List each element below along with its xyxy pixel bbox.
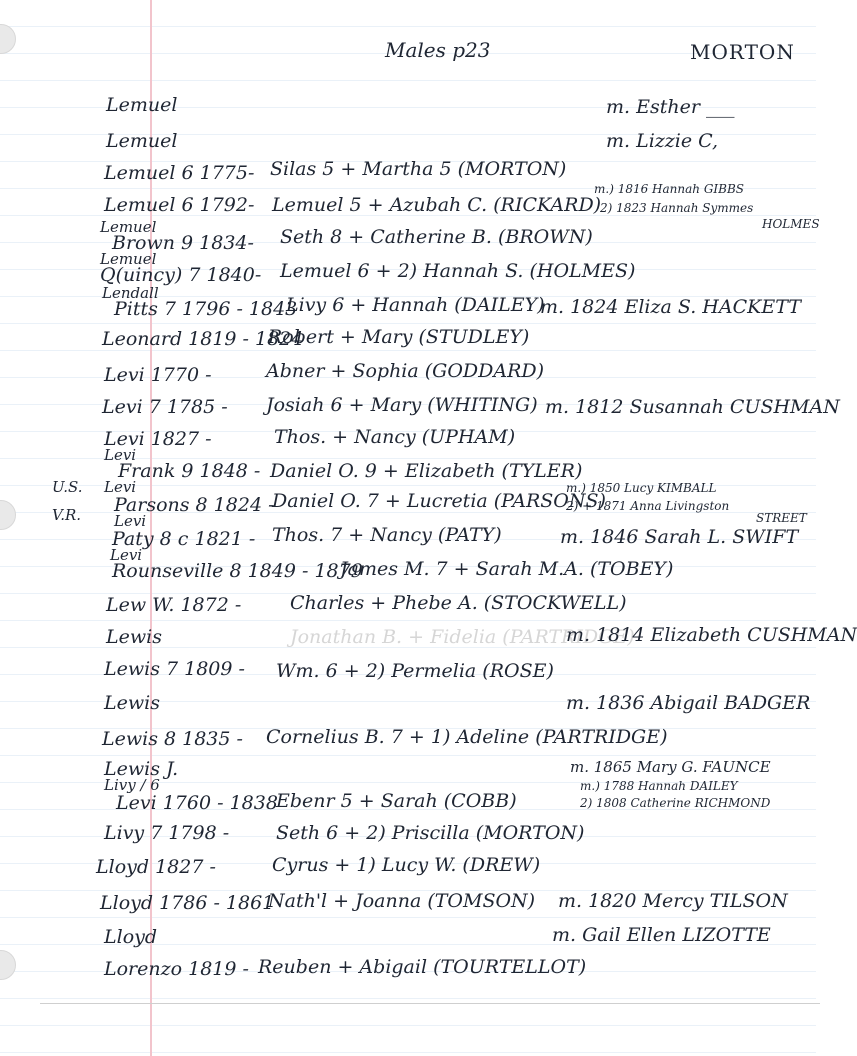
entry-spouse: m. Lizzie C, (606, 130, 719, 152)
entry-parents: Abner + Sophia (GODDARD) (266, 360, 545, 382)
entry-name: Lemuel 6 1792- (104, 194, 255, 216)
entry-name: Paty 8 c 1821 - (112, 528, 256, 550)
entry-parents: Daniel O. 9 + Elizabeth (TYLER) (270, 460, 583, 482)
entry-parents: Ebenr 5 + Sarah (COBB) (276, 790, 517, 812)
entry-name: Leonard 1819 - 1824 (102, 328, 304, 350)
entry-name: Lloyd 1786 - 1861 (100, 892, 275, 914)
entry-name: Lewis (104, 692, 160, 714)
entry-name: Lorenzo 1819 - (104, 958, 249, 980)
entry-spouse: m.) 1816 Hannah GIBBS (594, 182, 744, 196)
punch-hole-bottom (0, 950, 16, 980)
entry-parents: Cyrus + 1) Lucy W. (DREW) (272, 854, 541, 876)
entry-name: Levi 7 1785 - (102, 396, 228, 418)
entry-name: Lemuel (106, 94, 178, 116)
entry-parents: Charles + Phebe A. (STOCKWELL) (290, 592, 627, 614)
entry-name: Lew W. 1872 - (106, 594, 242, 616)
entry-name: Levi 1770 - (104, 364, 212, 386)
entry-name: Frank 9 1848 - (118, 460, 261, 482)
entry-name: Lemuel (106, 130, 178, 152)
entry-name: Lloyd (104, 926, 158, 948)
entry-parents: Wm. 6 + 2) Permelia (ROSE) (276, 660, 554, 682)
punch-hole-top (0, 24, 16, 54)
entry-name: Lewis 8 1835 - (102, 728, 243, 750)
entry-parents: Thos. + Nancy (UPHAM) (274, 426, 516, 448)
entry-name: Livy 7 1798 - (104, 822, 230, 844)
entry-name: Levi 1827 - (104, 428, 212, 450)
entry-spouse: m. Gail Ellen LIZOTTE (552, 924, 771, 946)
entry-name: Levi (114, 512, 147, 530)
entry-name: Levi 1760 - 1838 (116, 792, 278, 814)
entry-spouse: 2) 1808 Catherine RICHMOND (580, 796, 771, 810)
entry-spouse: HOLMES (762, 217, 820, 231)
margin-note: U.S. (52, 478, 83, 496)
entry-name: Lewis J. (104, 758, 179, 780)
entry-name: Parsons 8 1824 - (114, 494, 275, 516)
entry-parents: Seth 6 + 2) Priscilla (MORTON) (276, 822, 585, 844)
entry-spouse: m. 1865 Mary G. FAUNCE (570, 758, 771, 776)
surname-heading: MORTON (690, 40, 795, 64)
entry-name: Lemuel 6 1775- (104, 162, 255, 184)
entry-spouse: m. 1836 Abigail BADGER (566, 692, 811, 714)
entry-parents: Robert + Mary (STUDLEY) (268, 326, 530, 348)
margin-note: V.R. (52, 506, 82, 524)
page-reference: Males p23 (385, 38, 491, 62)
entry-parents: Seth 8 + Catherine B. (BROWN) (280, 226, 593, 248)
entry-name: Lendall (102, 284, 159, 302)
entry-parents: Daniel O. 7 + Lucretia (PARSONS) (272, 490, 606, 512)
entry-parents: Nath'l + Joanna (TOMSON) (268, 890, 536, 912)
entry-spouse: m. 1820 Mercy TILSON (558, 890, 788, 912)
entry-name: Lemuel (100, 218, 157, 236)
entry-name: Lewis 7 1809 - (104, 658, 245, 680)
entry-name: Pitts 7 1796 - 1843 (114, 298, 298, 320)
entry-parents: Lemuel 5 + Azubah C. (RICKARD) (272, 194, 602, 216)
entry-spouse: m.) 1850 Lucy KIMBALL (566, 481, 717, 495)
entry-name: Lloyd 1827 - (96, 856, 216, 878)
entry-name: Rounseville 8 1849 - 1879 (112, 560, 363, 582)
entry-parents: Reuben + Abigail (TOURTELLOT) (258, 956, 587, 978)
entry-name: Brown 9 1834- (112, 232, 254, 254)
entry-parents: Lemuel 6 + 2) Hannah S. (HOLMES) (280, 260, 636, 282)
entry-parents: James M. 7 + Sarah M.A. (TOBEY) (340, 558, 674, 580)
entry-parents: Livy 6 + Hannah (DAILEY) (286, 294, 545, 316)
entry-name: Levi (104, 446, 137, 464)
entry-spouse: m. 1846 Sarah L. SWIFT (560, 526, 799, 548)
entry-spouse: m. 1824 Eliza S. HACKETT (540, 296, 801, 318)
entry-spouse: m. 1814 Elizabeth CUSHMAN (566, 624, 857, 646)
entry-name: Livy / 6 (104, 776, 160, 794)
entry-spouse: m. Esther ___ (606, 96, 735, 118)
entry-spouse: m.) 1788 Hannah DAILEY (580, 779, 738, 793)
entry-parents: Jonathan B. + Fidelia (PARTRIDGE) (290, 626, 635, 648)
entry-parents: Cornelius B. 7 + 1) Adeline (PARTRIDGE) (266, 726, 668, 748)
entry-name: Q(uincy) 7 1840- (100, 264, 262, 286)
entry-parents: Josiah 6 + Mary (WHITING) (266, 394, 538, 416)
entry-parents: Thos. 7 + Nancy (PATY) (272, 524, 502, 546)
entry-name: Lemuel (100, 250, 157, 268)
entry-spouse: 2) 1823 Hannah Symmes (600, 201, 754, 215)
entry-spouse: 2) + 1871 Anna Livingston (566, 499, 730, 513)
page-bottom-edge (40, 1003, 820, 1004)
punch-hole-middle (0, 500, 16, 530)
entry-spouse: STREET (756, 511, 807, 525)
entry-spouse: m. 1812 Susannah CUSHMAN (545, 396, 840, 418)
entry-name: Levi (104, 478, 137, 496)
entry-parents: Silas 5 + Martha 5 (MORTON) (270, 158, 567, 180)
entry-name: Lewis (106, 626, 162, 648)
entry-name: Levi (110, 546, 143, 564)
